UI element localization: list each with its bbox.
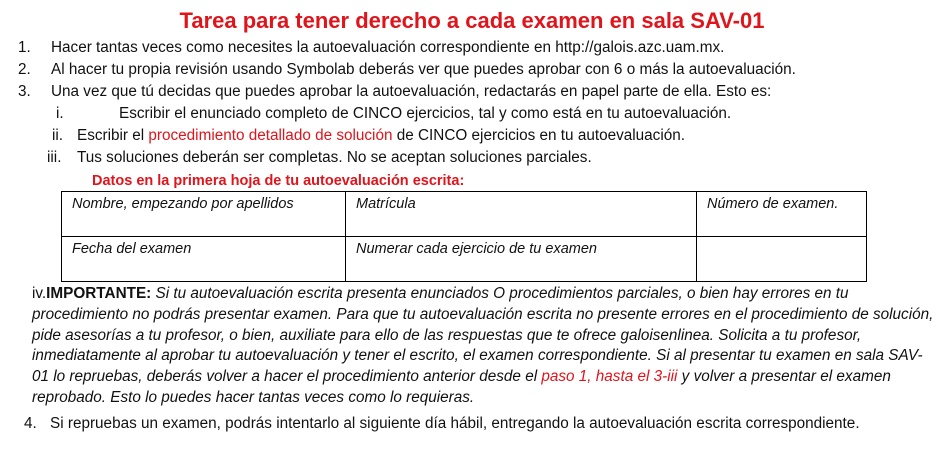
subitem-iv-number: iv. (32, 285, 47, 302)
table-cell-empty (697, 237, 867, 282)
table-cell-fecha: Fecha del examen (62, 237, 346, 282)
table-cell-numerar: Numerar cada ejercicio de tu examen (346, 237, 697, 282)
table-row (62, 192, 867, 237)
item-3-text: Una vez que tú decidas que puedes aprobar la autoevaluación, redactarás en papel parte de ella. Esto es: (51, 83, 772, 100)
item-4-number: 4. (24, 415, 37, 432)
table-cell-numero-examen: Número de examen. (697, 192, 867, 237)
datos-table (61, 191, 867, 282)
highlight-paso: paso 1, hasta el 3-iii (541, 368, 678, 386)
subitem-ii-number: ii. (52, 127, 64, 144)
subitem-iii-number: iii. (47, 149, 62, 166)
highlight-procedimiento: procedimiento detallado de solución (148, 127, 393, 144)
subitem-i-text: Escribir el enunciado completo de CINCO ejercicios, tal y como está en tu autoevaluación. (119, 105, 732, 122)
table-cell-nombre: Nombre, empezando por apellidos (62, 192, 346, 237)
subitem-iii-text: Tus soluciones deberán ser completas. No se aceptan soluciones parciales. (77, 149, 592, 166)
item-2-text: Al hacer tu propia revisión usando Symbolab deberás ver que puedes aprobar con 6 o más la autoevaluación. (51, 61, 796, 78)
item-4-text: Si repruebas un examen, podrás intentarlo al siguiente día hábil, entregando la autoevaluación escrita correspondiente. (50, 415, 860, 432)
importante-label: IMPORTANTE: (46, 285, 152, 302)
item-3-number: 3. (18, 83, 31, 100)
item-1-number: 1. (18, 39, 31, 56)
importante-paragraph: iv.IMPORTANTE: Si tu autoevaluación escrita presenta enunciados O procedimientos parciales, o bien hay errores en tu procedimiento no podrás presentar examen. Para que tu autoevaluación escrita no presente errores en el procedimiento de solución, pide asesorías a tu profesor, o bien, auxiliate para ello de las respuestas que te ofrece galoisenlinea. Solicita a tu profesor, inmediatamente al aprobar tu autoevaluación y tener el escrito, el examen correspondiente. Si al presentar tu examen en sala SAV-01 lo repruebas, deberás volver a hacer el procedimiento anterior desde el paso 1, hasta el 3-iii y volver a presentar el examen reprobado. Esto lo puedes hacer tantas veces como lo requieras. (32, 285, 934, 406)
item-1-text: Hacer tantas veces como necesites la autoevaluación correspondiente en http://galois.azc.uam.mx. (51, 39, 725, 56)
datos-title: Datos en la primera hoja de tu autoevaluación escrita: (92, 173, 465, 189)
table-row (62, 237, 867, 282)
subitem-i-number: i. (56, 105, 64, 122)
subitem-ii-text: Escribir el procedimiento detallado de solución de CINCO ejercicios en tu autoevaluación. (77, 127, 685, 144)
item-2-number: 2. (18, 61, 31, 78)
table-cell-matricula: Matrícula (346, 192, 697, 237)
page-title: Tarea para tener derecho a cada examen en sala SAV-01 (179, 8, 765, 33)
